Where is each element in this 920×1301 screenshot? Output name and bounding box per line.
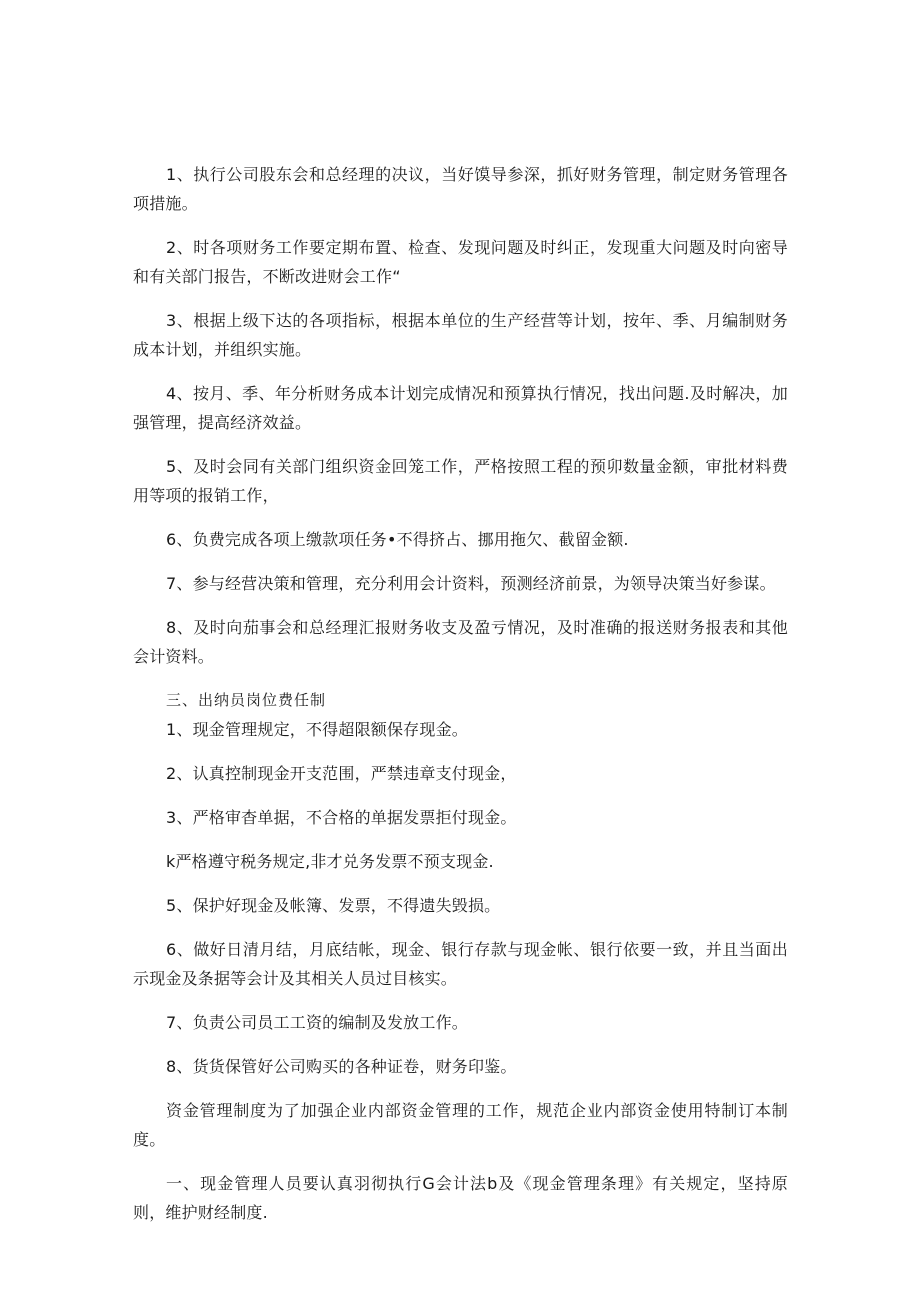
section-heading: 三、出纳员岗位费任制 — [166, 691, 327, 709]
cashier-item-3: 3、严格审杳单据，不合格的单据发票拒付现金。 — [166, 808, 517, 827]
cashier-item-8: 8、货货保管好公司购买的各种证卷，财务印鉴。 — [166, 1057, 517, 1076]
paragraph-duty-6: 6、负费完成各项上缴款项任务•不得挤占、挪用拖欠、截留金额. — [166, 530, 629, 549]
cashier-item-4: k严格遵守税务规定,非才兑务发票不预支现金. — [166, 852, 494, 871]
document-body — [133, 160, 788, 1242]
cashier-item-5: 5、保护好现金及帐簿、发票，不得遗失毁损。 — [166, 896, 501, 915]
paragraph-duty-8: 8、及时向茄事会和总经理汇报财务收支及盈亏情况，及时准确的报送财务报表和其他会计资料。 — [133, 618, 788, 666]
closing-paragraph-2: 一、现金管理人员要认真羽彻执行G会计法b及《现金管理条理》有关规定，坚持原则，维护财经制度. — [133, 1174, 788, 1222]
cashier-item-7: 7、负责公司员工工资的编制及发放工作。 — [166, 1013, 468, 1032]
paragraph-duty-5: 5、及时会同有关部门组织资金回笼工作，严格按照工程的预卯数量金额，审批材料费用等项的报销工作， — [133, 457, 788, 505]
cashier-item-1: 1、现金管理规定，不得超限额保存现金。 — [166, 720, 468, 739]
paragraph-duty-2: 2、时各项财务工作要定期布置、检查、发现问题及时纠正，发现重大问题及时向密导和有关部门报告，不断改进财会工作“ — [133, 238, 788, 286]
closing-paragraph-1: 资金管理制度为了加强企业内部资金管理的工作，规范企业内部资金使用特制订本制度。 — [133, 1101, 788, 1149]
cashier-item-6: 6、做好日清月结，月底结帐，现金、银行存款与现金帐、银行依要一致，并且当面出示现金及条据等会计及其相关人员过目核实。 — [133, 940, 788, 988]
cashier-item-2: 2、认真控制现金开支范围，严禁违章支付现金， — [166, 764, 517, 783]
paragraph-duty-1: 1、执行公司股东会和总经理的决议，当好馍导参深，抓好财务管理，制定财务管理各项措施。 — [133, 165, 788, 213]
paragraph-duty-3: 3、根据上级下达的各项指标，根据本单位的生产经营等计划，按年、季、月编制财务成本计划，并组织实施。 — [133, 311, 788, 359]
paragraph-duty-4: 4、按月、季、年分析财务成本计划完成情况和预算执行情况，找出问题.及时解决，加强管理，提高经济效益。 — [133, 384, 788, 432]
paragraph-duty-7: 7、参与经营决策和管理，充分利用会计资料，预测经济前景，为领导决策当好参谋。 — [166, 574, 776, 593]
